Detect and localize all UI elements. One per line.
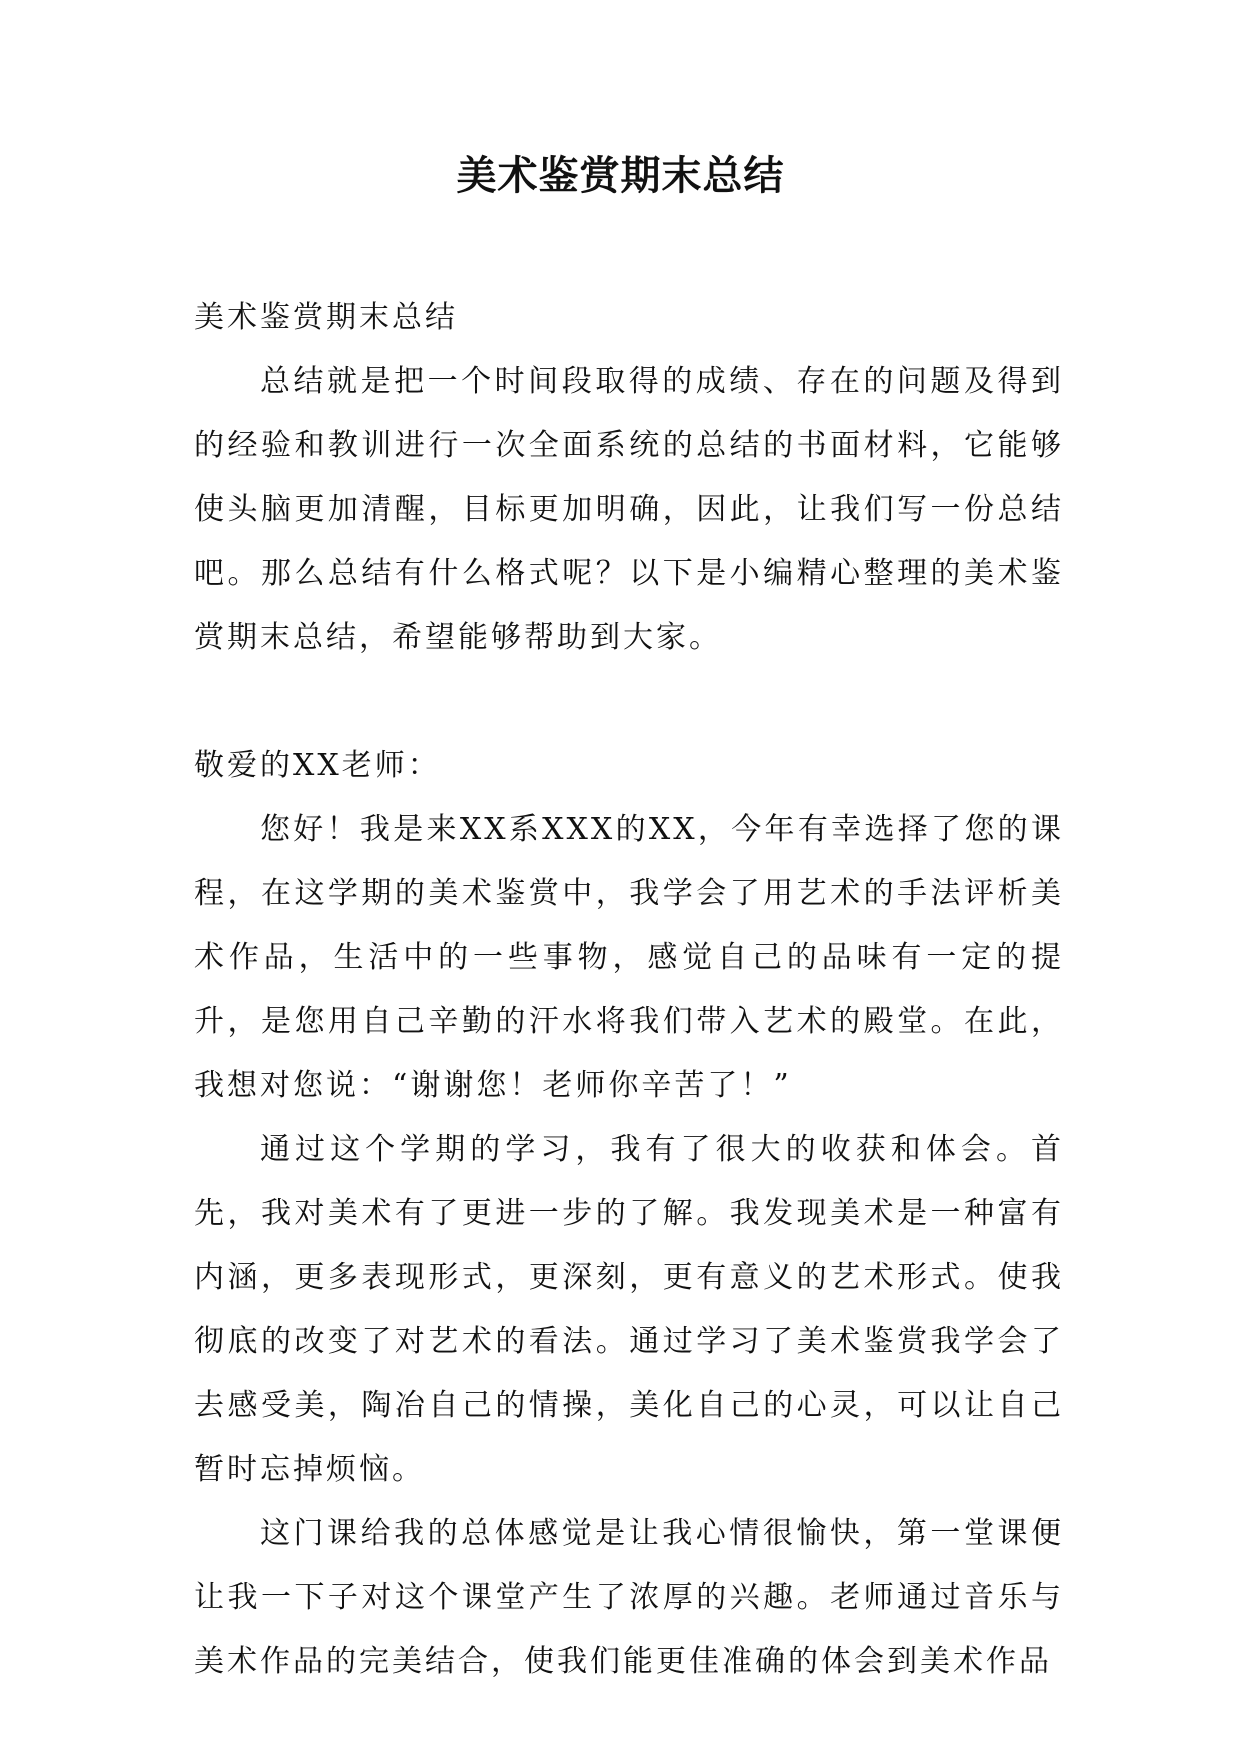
document-title: 美术鉴赏期末总结 xyxy=(456,153,785,199)
body-paragraph-3: 这门课给我的总体感觉是让我心情很愉快，第一堂课便让我一下子对这个课堂产生了浓厚的兴趣。老师通过音乐与美术作品的完美结合，使我们能更佳准确的体会到美术作品 xyxy=(194,1516,1064,1679)
body-paragraph-2: 通过这个学期的学习，我有了很大的收获和体会。首先，我对美术有了更进一步的了解。我发现美术是一种富有内涵，更多表现形式，更深刻，更有意义的艺术形式。使我彻底的改变了对艺术的看法。通过学习了美术鉴赏我学会了去感受美，陶冶自己的情操，美化自己的心灵，可以让自己暂时忘掉烦恼。 xyxy=(194,1132,1064,1487)
document-body xyxy=(194,286,1064,1694)
paragraph-gap xyxy=(194,670,1064,734)
intro-paragraph: 总结就是把一个时间段取得的成绩、存在的问题及得到的经验和教训进行一次全面系统的总结的书面材料，它能够使头脑更加清醒，目标更加明确，因此，让我们写一份总结吧。那么总结有什么格式呢？以下是小编精心整理的美术鉴赏期末总结，希望能够帮助到大家。 xyxy=(194,364,1064,655)
salutation: 敬爱的XX老师： xyxy=(194,748,441,783)
heading-line: 美术鉴赏期末总结 xyxy=(194,300,458,335)
body-paragraph-1: 您好！我是来XX系XXX的XX，今年有幸选择了您的课程，在这学期的美术鉴赏中，我学会了用艺术的手法评析美术作品，生活中的一些事物，感觉自己的品味有一定的提升，是您用自己辛勤的汗水将我们带入艺术的殿堂。在此，我想对您说：“谢谢您！老师你辛苦了！” xyxy=(194,812,1064,1103)
